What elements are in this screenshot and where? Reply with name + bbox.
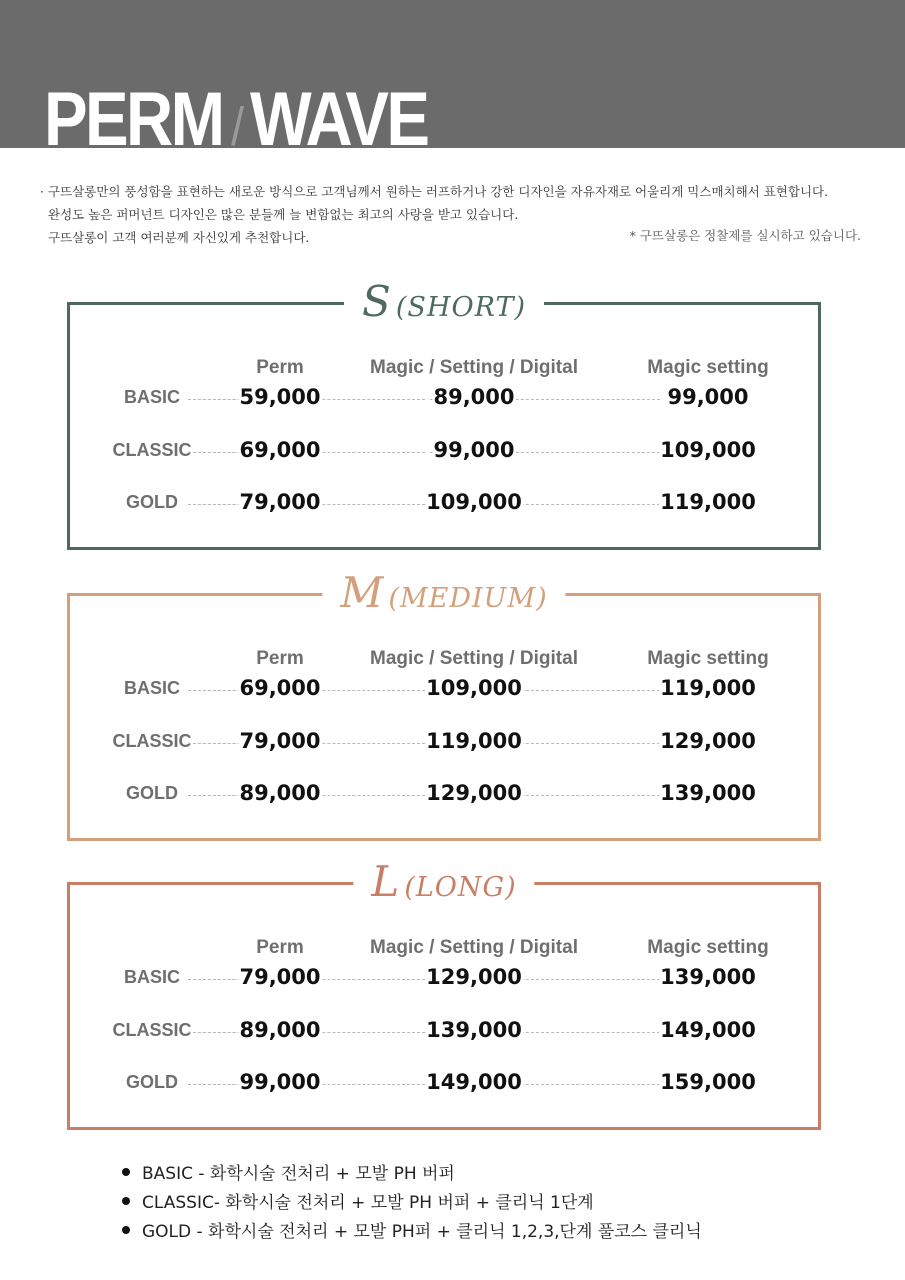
column-header: Magic / Setting / Digital: [370, 937, 578, 958]
panel-size-letter: M: [340, 568, 384, 617]
row-label-gold: GOLD: [126, 783, 178, 803]
panel-size-letter: S: [362, 277, 391, 326]
column-header: Magic / Setting / Digital: [370, 648, 578, 669]
panel-title: [353, 859, 534, 905]
price-cell: 69,000: [239, 676, 321, 700]
bullet-icon: [122, 1226, 130, 1234]
price-panel-long: [67, 857, 821, 1130]
column-header: Magic setting: [647, 357, 769, 378]
bullet-icon: [122, 1168, 130, 1176]
price-cell: 119,000: [660, 490, 756, 514]
price-cell: 79,000: [239, 490, 321, 514]
row-label-gold: GOLD: [126, 1072, 178, 1092]
price-cell: 119,000: [660, 676, 756, 700]
column-header: Perm: [256, 357, 304, 378]
page-title: [44, 77, 428, 165]
price-cell: 69,000: [239, 438, 321, 462]
price-cell: 99,000: [433, 438, 515, 462]
legend-list: [122, 1160, 702, 1247]
row-label-classic: CLASSIC: [112, 1020, 192, 1040]
column-header: Magic setting: [647, 937, 769, 958]
description-line-1: · 구뜨살롱만의 풍성함을 표현하는 새로운 방식으로 고객님께서 원하는 러프하거나 강한 디자인을 자유자재로 어울리게 믹스매치해서 표현합니다.: [40, 184, 829, 199]
panel-size-label: (MEDIUM): [388, 583, 548, 614]
price-cell: 149,000: [660, 1018, 756, 1042]
panel-title: [322, 570, 565, 616]
price-cell: 139,000: [660, 965, 756, 989]
price-cell: 59,000: [239, 385, 321, 409]
price-cell: 139,000: [426, 1018, 522, 1042]
row-label-classic: CLASSIC: [112, 440, 192, 460]
column-header: Perm: [256, 937, 304, 958]
description-line-3: 구뜨살롱이 고객 여러분께 자신있게 추천합니다.: [48, 230, 310, 245]
legend-item-gold: [122, 1218, 702, 1247]
price-panel-short: [67, 277, 821, 550]
price-cell: 139,000: [660, 781, 756, 805]
title-wave: WAVE: [250, 77, 428, 162]
price-cell: 99,000: [239, 1070, 321, 1094]
price-panel-medium: [67, 568, 821, 841]
row-label-gold: GOLD: [126, 492, 178, 512]
legend-text: GOLD - 화학시술 전처리 + 모발 PH퍼 + 클리닉 1,2,3,단계 풀코스 클리닉: [142, 1222, 702, 1242]
row-label-basic: BASIC: [123, 387, 181, 407]
title-perm: PERM: [44, 77, 223, 162]
panel-title: [344, 279, 544, 325]
price-cell: 159,000: [660, 1070, 756, 1094]
bullet-icon: [122, 1197, 130, 1205]
price-cell: 109,000: [426, 676, 522, 700]
row-label-basic: BASIC: [123, 967, 181, 987]
panel-size-letter: L: [371, 857, 400, 906]
price-cell: 109,000: [426, 490, 522, 514]
price-cell: 109,000: [660, 438, 756, 462]
price-cell: 79,000: [239, 729, 321, 753]
price-cell: 89,000: [239, 1018, 321, 1042]
panel-size-label: (LONG): [404, 872, 517, 903]
row-label-classic: CLASSIC: [112, 731, 192, 751]
legend-text: BASIC - 화학시술 전처리 + 모발 PH 버퍼: [142, 1164, 455, 1184]
price-cell: 129,000: [660, 729, 756, 753]
price-cell: 129,000: [426, 965, 522, 989]
price-cell: 89,000: [239, 781, 321, 805]
legend-item-basic: [122, 1160, 702, 1189]
fixed-price-note: * 구뜨살롱은 정찰제를 실시하고 있습니다.: [629, 228, 861, 243]
title-slash: /: [231, 97, 242, 157]
price-cell: 149,000: [426, 1070, 522, 1094]
price-cell: 99,000: [667, 385, 749, 409]
column-header: Perm: [256, 648, 304, 669]
price-cell: 89,000: [433, 385, 515, 409]
row-label-basic: BASIC: [123, 678, 181, 698]
description-line-2: 완성도 높은 퍼머넌트 디자인은 많은 분들께 늘 변함없는 최고의 사랑을 받고 있습니다.: [48, 207, 519, 222]
price-cell: 129,000: [426, 781, 522, 805]
column-header: Magic / Setting / Digital: [370, 357, 578, 378]
panel-size-label: (SHORT): [395, 292, 526, 323]
legend-text: CLASSIC- 화학시술 전처리 + 모발 PH 버퍼 + 클리닉 1단계: [142, 1193, 594, 1213]
column-header: Magic setting: [647, 648, 769, 669]
legend-item-classic: [122, 1189, 702, 1218]
price-cell: 119,000: [426, 729, 522, 753]
price-cell: 79,000: [239, 965, 321, 989]
